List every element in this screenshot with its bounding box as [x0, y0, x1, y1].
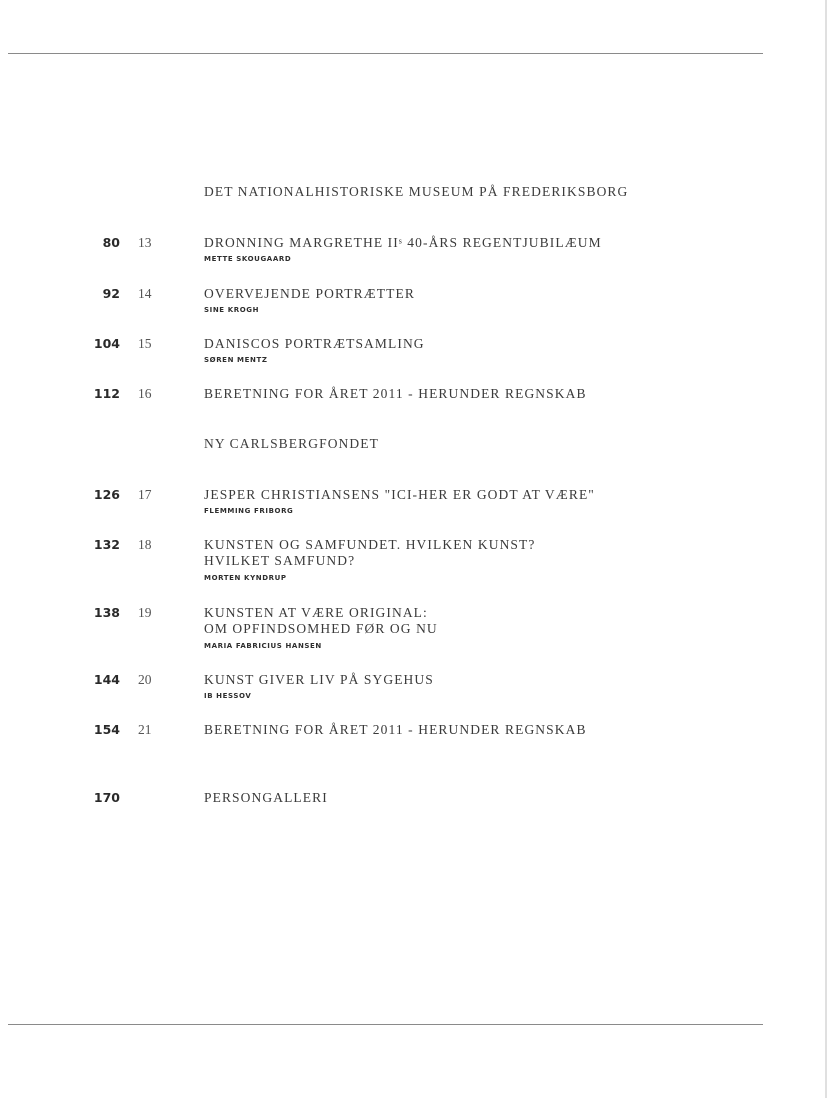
page-number: 104: [93, 336, 120, 351]
entry-title: DRONNING MARGRETHE IIˢ 40-ÅRS REGENTJUBILÆUM: [204, 235, 602, 250]
entry-title: DANISCOS PORTRÆTSAMLING: [204, 336, 425, 351]
section-heading: DET NATIONALHISTORISKE MUSEUM PÅ FREDERIKSBORG: [204, 184, 629, 199]
entry-author: IB HESSOV: [204, 692, 252, 700]
item-number: 15: [138, 336, 152, 351]
entry-title: OVERVEJENDE PORTRÆTTER: [204, 286, 415, 301]
item-number: 16: [138, 386, 152, 401]
entry-author: METTE SKOUGAARD: [204, 255, 292, 263]
page-number: 92: [102, 286, 120, 301]
item-number: 18: [138, 537, 152, 552]
entry-author: MORTEN KYNDRUP: [204, 574, 287, 582]
page-number: 112: [93, 386, 120, 401]
entry-title: KUNST GIVER LIV PÅ SYGEHUS: [204, 672, 434, 687]
section-heading: NY CARLSBERGFONDET: [204, 436, 379, 451]
entry-title-line: OM OPFINDSOMHED FØR OG NU: [204, 621, 438, 636]
page-number: 126: [93, 487, 120, 502]
page-number: 132: [93, 537, 120, 552]
entry-title-line: KUNSTEN AT VÆRE ORIGINAL:: [204, 605, 428, 620]
entry-title: [204, 537, 535, 569]
entry-author: FLEMMING FRIBORG: [204, 507, 294, 515]
entry-title: [204, 605, 438, 637]
page-number: 80: [102, 235, 120, 250]
entry-author: SØREN MENTZ: [204, 356, 268, 364]
top-rule: [8, 53, 763, 54]
entry-author: MARIA FABRICIUS HANSEN: [204, 642, 322, 650]
entry-title-line: KUNSTEN OG SAMFUNDET. HVILKEN KUNST?: [204, 537, 536, 552]
item-number: 13: [138, 235, 152, 250]
entry-title-line: HVILKET SAMFUND?: [204, 553, 356, 568]
entry-title: BERETNING FOR ÅRET 2011 - HERUNDER REGNSKAB: [204, 722, 587, 737]
entry-title: PERSONGALLERI: [204, 790, 328, 805]
page-number: 144: [93, 672, 120, 687]
bottom-rule: [8, 1024, 763, 1025]
entry-title: JESPER CHRISTIANSENS "ICI-HER ER GODT AT VÆRE": [204, 487, 595, 502]
item-number: 20: [138, 672, 152, 687]
item-number: 21: [138, 722, 152, 737]
item-number: 19: [138, 605, 152, 620]
item-number: 14: [138, 286, 152, 301]
page-number: 154: [93, 722, 120, 737]
entry-author: SINE KROGH: [204, 306, 260, 314]
entry-title: BERETNING FOR ÅRET 2011 - HERUNDER REGNSKAB: [204, 386, 587, 401]
page-number: 170: [93, 790, 120, 805]
page-number: 138: [93, 605, 120, 620]
item-number: 17: [138, 487, 152, 502]
